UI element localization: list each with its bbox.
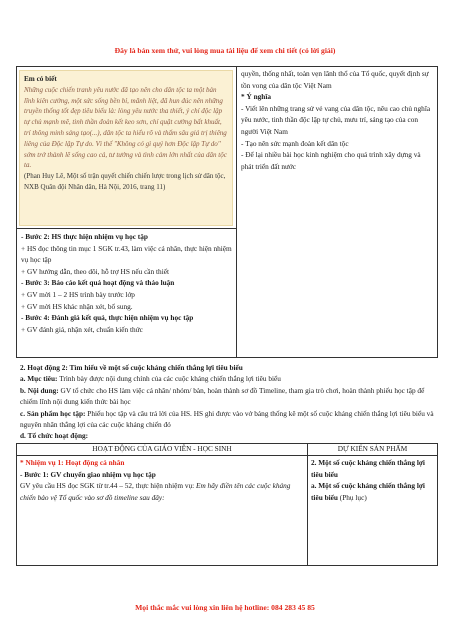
table2-left-border — [16, 443, 17, 566]
table2-left-cell — [20, 457, 304, 503]
left-steps — [21, 231, 233, 335]
table1-column-divider — [236, 66, 237, 358]
task1-title: * Nhiệm vụ 1: Hoạt động cá nhân — [20, 458, 125, 467]
activity2-title: 2. Hoạt động 2: Tìm hiểu về một số cuộc kháng chiến thắng lợi tiêu biểu — [20, 363, 243, 372]
step1-italic: Em hãy điền tên các cuộc kháng chiến bảo vệ Tổ quốc vào sơ đồ timeline sau đây: — [20, 481, 291, 502]
step2-line1: + HS đọc thông tin mục 1 SGK tr.43, làm việc cá nhân, thực hiện nhiệm vụ học tập — [21, 243, 232, 265]
goal-text: Trình bày được nội dung chính của các cuộc kháng chiến thắng lợi tiêu biểu — [57, 374, 281, 384]
table1-left-border — [16, 66, 17, 358]
note-citation: (Phan Huy Lê, Một số trận quyết chiến chiến lược trong lịch sử dân tộc, NXB Quân đội Nhân dân, Hà Nội, 2016, trang 11) — [24, 172, 226, 191]
right-a-tail: (Phụ lục) — [337, 492, 367, 502]
right-text1: quyền, thống nhất, toàn vẹn lãnh thổ của Tổ quốc, quyết định sự tồn vong của dân tộc Việt Nam — [241, 69, 429, 90]
table1-bottom-border — [16, 357, 438, 358]
bottom-banner: Mọi thắc mắc vui lòng xin liên hệ hotline: 084 283 45 85 — [135, 603, 315, 612]
content-text: GV tổ chức cho HS làm việc cá nhân/ nhóm/ bàn, hoàn thành sơ đồ Timeline, tham gia trò chơi, hoàn thành phiếu học tập để chiếm lĩnh nội dung kiến thức bài học — [20, 385, 425, 407]
right-a-bold: a. Một số cuộc kháng chiến thắng lợi tiêu biểu — [311, 481, 425, 502]
table2-bottom-border — [16, 565, 438, 566]
note-body: Những cuộc chiến tranh yêu nước đã tạo nên cho dân tộc ta một bản lĩnh kiên cường, một sức sống bền bỉ, mãnh liệt, đã hun đúc nên những truyền thống tốt đẹp tiêu biểu là: lòng yêu nước tha thiết, ý chí độc lập tự chủ mạnh mẽ, tinh thần đoàn kết keo sơn, chí quật cường bất khuất, trí thông minh sáng tạo(...), dân tộc ta hiểu rõ và thấm sâu giá trị thiêng liêng của Độc lập Tự do. Vì thế "Không có gì quý hơn Độc lập Tự do" sớm trở thành lẽ sống cao cả, tư tưởng và tình cảm lớn nhất của dân tộc ta. — [24, 85, 227, 170]
step4-line1: + GV đánh giá, nhận xét, chuẩn kiến thức — [21, 324, 143, 334]
step3-title: - Bước 3: Báo cáo kết quả hoạt động và thảo luận — [21, 278, 175, 288]
content-label: b. Nội dung: — [20, 385, 59, 395]
activity2-organization: d. Tổ chức hoạt động: — [20, 431, 89, 441]
step3-line2: + GV mời HS khác nhận xét, bổ sung. — [21, 301, 133, 311]
table2-header-divider — [16, 455, 438, 456]
step1-plain: GV yêu cầu HS đọc SGK từ tr.44 – 52, thực hiện nhiệm vụ: — [20, 481, 196, 491]
step4-title: - Bước 4: Đánh giá kết quả, thực hiện nhiệm vụ học tập — [21, 313, 194, 323]
right-column — [241, 68, 434, 172]
note-heading: Em có biết — [24, 75, 57, 83]
table2-right-cell — [311, 457, 434, 503]
step2-line2: + GV hướng dẫn, theo dõi, hỗ trợ HS nếu cần thiết — [21, 266, 169, 276]
table2-header-right: DỰ KIẾN SẢN PHẨM — [337, 444, 408, 453]
meaning-item-1: - Viết lên những trang sử vẻ vang của dân tộc, nêu cao chủ nghĩa yêu nước, tinh thần độc lập tự chủ, mưu trí, sáng tạo của con người Việt Nam — [241, 103, 431, 136]
table1-top-border — [16, 66, 438, 67]
activity2-product — [20, 408, 436, 431]
activity2-goal — [20, 373, 436, 384]
meaning-item-3: - Để lại nhiều bài học kinh nghiệm cho quá trình xây dựng và phát triển đất nước — [241, 150, 421, 171]
step3-line1: + GV mời 1 – 2 HS trình bày trước lớp — [21, 289, 135, 299]
goal-label: a. Mục tiêu: — [20, 374, 58, 384]
table2-right-border — [437, 443, 438, 566]
right-section-a — [311, 480, 434, 503]
top-banner: Đây là bản xem thử, vui lòng mua tài liệu để xem chi tiết (có lời giải) — [114, 46, 336, 55]
meaning-title: * Ý nghĩa — [241, 92, 272, 102]
activity2-section — [20, 362, 436, 442]
step2-title: - Bước 2: HS thực hiện nhiệm vụ học tập — [21, 232, 148, 241]
right-section-title: 2. Một số cuộc kháng chiến thắng lợi tiêu biểu — [311, 458, 425, 479]
table2-step1-text — [20, 480, 304, 503]
table1-left-row-divider — [16, 228, 236, 229]
note-box — [19, 70, 233, 226]
table1-right-border — [437, 66, 438, 358]
meaning-item-2: - Tạo nên sức mạnh đoàn kết dân tộc — [241, 138, 349, 148]
table2-step1-title: - Bước 1: GV chuyển giao nhiệm vụ học tập — [20, 469, 156, 479]
product-label: c. Sản phẩm học tập: — [20, 408, 86, 418]
table2-header-left: HOẠT ĐỘNG CỦA GIÁO VIÊN - HỌC SINH — [92, 444, 232, 453]
table2-column-divider — [307, 443, 308, 566]
activity2-content — [20, 385, 436, 408]
product-text: Phiếu học tập và câu trả lời của HS. HS ghi được vào vở bảng thống kê một số cuộc kháng chiến thắng lợi tiêu biểu và nguyên nhân thắng lợi của các cuộc kháng chiến đó — [20, 408, 434, 430]
